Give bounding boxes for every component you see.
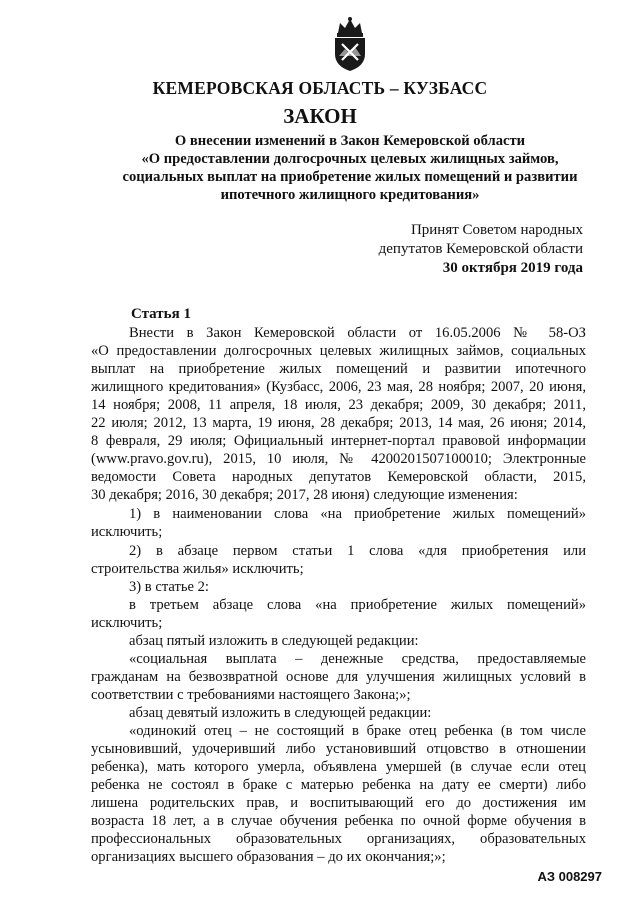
law-title-line: социальных выплат на приобретение жилых помещений и развитии <box>122 169 578 185</box>
law-title <box>90 132 610 204</box>
body-line: соответствии с требованиями настоящего Закона;»; <box>91 687 411 703</box>
body-line: «социальная выплата – денежные средства, предоставляемые <box>129 651 586 667</box>
body-line: ведомости Совета народных депутатов Кемеровской области, 2015, <box>91 469 586 485</box>
body-line: выплат на приобретение жилых помещений и развитии ипотечного <box>91 361 586 377</box>
body-line: 3) в статье 2: <box>129 579 209 595</box>
coat-of-arms-emblem <box>329 16 371 72</box>
adoption-line: Принят Советом народных <box>410 222 583 238</box>
body-line: 1) в наименовании слова «на приобретение жилых помещений» <box>129 506 586 522</box>
body-line: Внести в Закон Кемеровской области от 16.05.2006 № 58-ОЗ <box>129 325 586 341</box>
body-line: 2) в абзаце первом статьи 1 слова «для приобретения или <box>129 543 586 559</box>
body-line: «одинокий отец – не состоящий в браке отец ребенка (в том числе <box>129 723 586 739</box>
law-title-line: «О предоставлении долгосрочных целевых жилищных займов, <box>141 151 559 167</box>
region-heading: КЕМЕРОВСКАЯ ОБЛАСТЬ – КУЗБАСС <box>152 78 488 98</box>
adoption-line: депутатов Кемеровской области <box>378 241 583 257</box>
law-title-line: ипотечного жилищного кредитования» <box>220 187 480 203</box>
body-line: усыновивший, удочеривший либо установивший отцовство в отношении <box>91 741 586 757</box>
body-line: 14 ноября; 2008, 11 апреля, 18 июля, 23 декабря; 2009, 30 декабря; 2011, <box>91 397 586 413</box>
body-line: (www.pravo.gov.ru), 2015, 10 июля, № 4200201507100010; Электронные <box>91 451 586 467</box>
body-line: исключить; <box>91 524 163 540</box>
body-line: 8 февраля, 29 июля; Официальный интернет-портал правовой информации <box>91 433 586 449</box>
body-line: гражданам на безвозвратной основе для улучшения жилищных условий в <box>91 669 586 685</box>
body-line: абзац пятый изложить в следующей редакции: <box>129 633 419 649</box>
body-line: строительства жилья» исключить; <box>91 561 304 577</box>
body-line: лишена родительских прав, и воспитывающий его до достижения им <box>91 795 586 811</box>
document-type: ЗАКОН <box>283 104 357 128</box>
body-line: «О предоставлении долгосрочных целевых жилищных займов, социальных <box>91 343 586 359</box>
body-line: 22 июля; 2012, 13 марта, 19 июня, 28 декабря; 2013, 14 мая, 26 июня; 2014, <box>91 415 586 431</box>
adoption-date: 30 октября 2019 года <box>442 260 583 276</box>
body-line: ребенка не состоял в браке с матерью ребенка на дату ее смерти) либо <box>91 777 586 793</box>
body-line: исключить; <box>91 615 163 631</box>
body-line: возраста 18 лет, а в случае обучения ребенка по очной форме обучения в <box>91 813 586 829</box>
body-line: в третьем абзаце слова «на приобретение жилых помещений» <box>129 597 586 613</box>
body-line: ребенка), мать которого умерла, объявлена умершей (в случае если отец <box>91 759 586 775</box>
law-title-line: О внесении изменений в Закон Кемеровской области <box>174 133 526 149</box>
body-line: абзац девятый изложить в следующей редакции: <box>129 705 432 721</box>
serial-number: АЗ 008297 <box>537 869 602 884</box>
body-line: организациях высшего образования – до их окончания;»; <box>91 849 446 865</box>
body-line: 30 декабря; 2016, 30 декабря; 2017, 28 июня) следующие изменения: <box>91 487 518 503</box>
article-heading: Статья 1 <box>131 306 191 322</box>
adoption-block <box>379 221 583 278</box>
body-line: профессиональных образовательных организациях, образовательных <box>91 831 586 847</box>
body-line: жилищного кредитования» (Кузбасс, 2006, 23 мая, 28 ноября; 2007, 20 июня, <box>91 379 586 395</box>
